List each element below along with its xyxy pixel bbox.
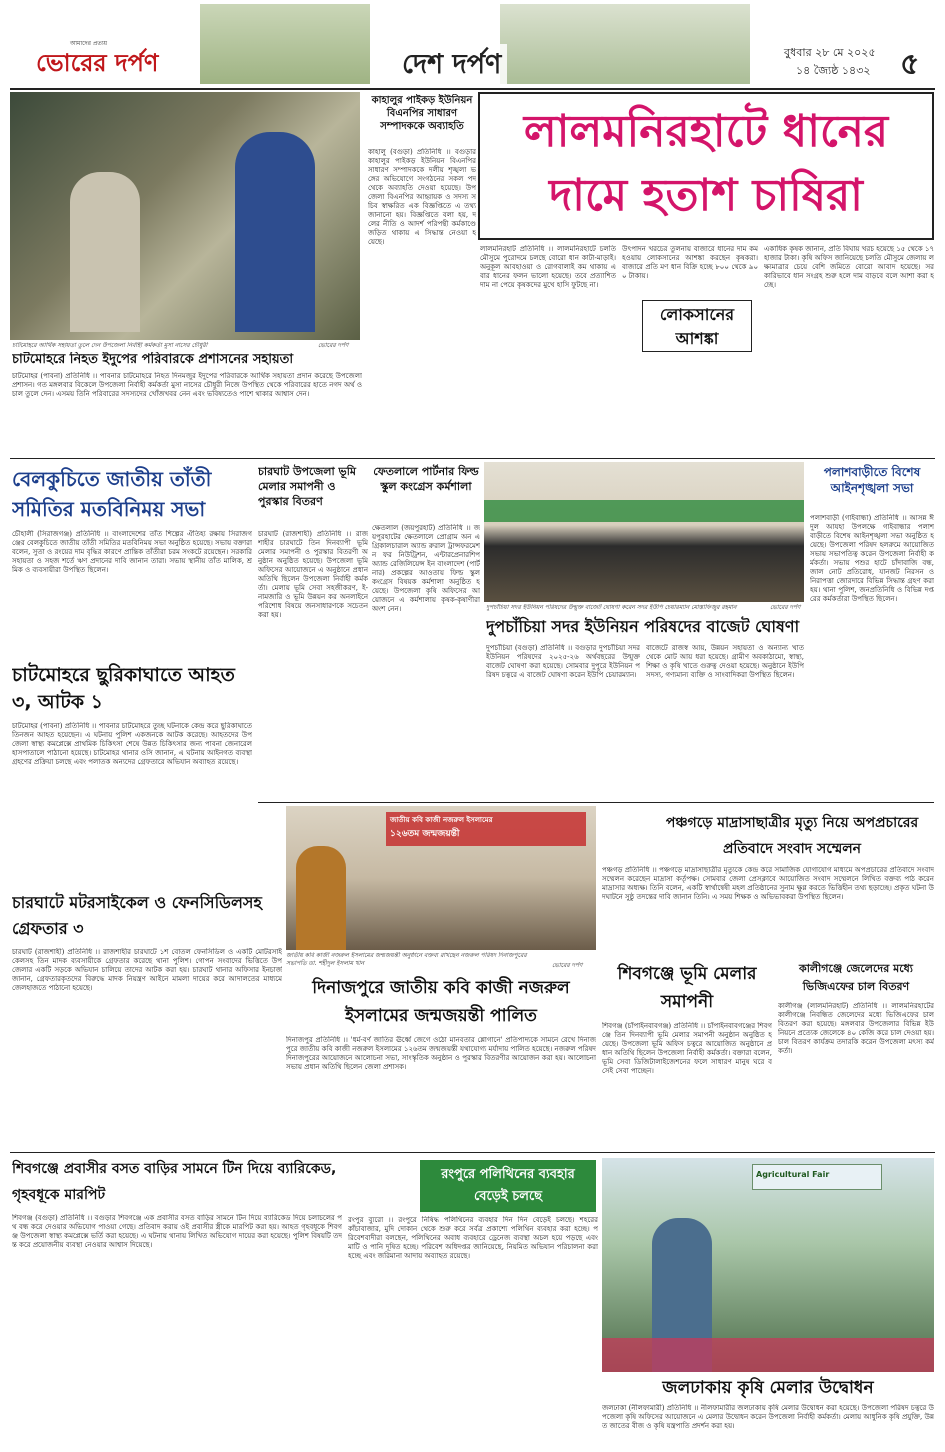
nazrul-banner-2: ১২৬তম জন্মজয়ন্তী: [390, 829, 460, 839]
lalmonirhat-subhead: লোকসানের আশঙ্কা: [642, 300, 752, 352]
row1-rule: [10, 458, 935, 459]
panchagarh-headline: পঞ্চগড়ে মাদ্রাসাছাত্রীর মৃত্যু নিয়ে অপপ্রচারের প্রতিবাদে সংবাদ সম্মেলন: [665, 815, 919, 857]
jaldhaka-headline: জলঢাকায় কৃষি মেলার উদ্বোধন: [662, 1378, 874, 1398]
shibganj-assault-headline: শিবগঞ্জে প্রবাসীর বসত বাড়ির সামনে টিন দিয়ে ব্যারিকেড, গৃহবধূকে মারপিট: [12, 1161, 337, 1203]
dupchanchia-photo: [484, 462, 804, 602]
nazrul-body: দিনাজপুর প্রতিনিধি ।। 'ধর্ম-বর্ণ জাতির ঊর্ধ্বে জেগে ওঠো মানবতার শ্লোগানে' প্রতিপাদ্যকে সামনে রেখে দিনাজপুরে জাতীয় কবি কাজী নজরুল ইসলামের ১২৬তম জন্মজয়ন্তী যথাযোগ্য মর্যাদায় পালিত হয়েছে। নজরুল পরিষদ দিনাজপুরের আয়োজনে আলোচনা সভা, সাংস্কৃতিক অনুষ্ঠান ও পুরস্কার বিতরণীর আয়োজন করা হয়। আলোচনা সভায় প্রধান অতিথি ছিলেন জেলা প্রশাসক।: [286, 1036, 596, 1071]
charghat-arrest-body: চারঘাট (রাজশাহী) প্রতিনিধি ।। রাজশাহীর চারঘাটে ১শ বোতল ফেনসিডিল ও একটি মোটরসাইকেলসহ তিন মাদক ব্যবসায়ীকে গ্রেফতার করেছে থানা পুলিশ। গোপন সংবাদের ভিত্তিতে উপজেলার একটি সড়কে অভিযান চালিয়ে তাদের আটক করা হয়। চারঘাট থানার অফিসার ইনচার্জ জানান, গ্রেফতারকৃতদের বিরুদ্ধে মাদক নিয়ন্ত্রণ আইনে মামলা দায়ের করে আদালতের মাধ্যমে জেলহাজতে পাঠানো হয়েছে।: [12, 948, 282, 992]
kahalu-body: কাহালু (বগুড়া) প্রতিনিধি ।। বগুড়ার কাহালুর পাইকড় ইউনিয়ন বিএনপির সাধারণ সম্পাদককে দলীয় শৃঙ্খলা ভঙ্গের অভিযোগে সংগঠনের সকল পদ থেকে অব্যাহতি দেওয়া হয়েছে। উপজেলা বিএনপির আহ্বায়ক ও সদস্য সচিব স্বাক্ষরিত এক বিজ্ঞপ্তিতে এ তথ্য জানানো হয়। বিজ্ঞপ্তিতে বলা হয়, দলের নীতি ও আদর্শ পরিপন্থী কর্মকাণ্ডে জড়িত থাকায় এ সিদ্ধান্ত নেওয়া হয়েছে।: [368, 148, 476, 246]
shibganj-fair-body: শিবগঞ্জ (চাঁপাইনবাবগঞ্জ) প্রতিনিধি ।। চাঁপাইনবাবগঞ্জের শিবগঞ্জে তিন দিনব্যাপী ভূমি মেলার সমাপনী অনুষ্ঠান অনুষ্ঠিত হয়েছে। উপজেলা ভূমি অফিস চত্বরে আয়োজিত অনুষ্ঠানে প্রধান অতিথি ছিলেন উপজেলা নির্বাহী কর্মকর্তা। বক্তারা বলেন, ভূমি সেবা ডিজিটালাইজেশনের ফলে সাধারণ মানুষ ঘরে বসেই সেবা পাচ্ছেন।: [602, 1022, 772, 1075]
rangpur-body: রংপুর ব্যুরো ।। রংপুরে নিষিদ্ধ পলিথিনের ব্যবহার দিন দিন বেড়েই চলছে। শহরের কাঁচাবাজার, মুদি দোকান থেকে শুরু করে সর্বত্র প্রকাশ্যে পলিথিন ব্যবহার করা হচ্ছে। পরিবেশবাদীরা বলছেন, পলিথিনের অবাধ ব্যবহারে ড্রেনেজ ব্যবস্থা অচল হয়ে পড়ছে এবং মাটি ও পানি দূষিত হচ্ছে। পরিবেশ অধিদপ্তর জানিয়েছে, নিয়মিত অভিযান পরিচালনা করা হচ্ছে এবং জরিমানা আদায় অব্যাহত রয়েছে।: [348, 1216, 598, 1260]
chatmohar-stab-headline: চাটমোহরে ছুরিকাঘাতে আহত ৩, আটক ১: [12, 664, 235, 713]
shibganj-assault-body: শিবগঞ্জ (বগুড়া) প্রতিনিধি ।। বগুড়ার শিবগঞ্জে এক প্রবাসীর বসত বাড়ির সামনে টিন দিয়ে ব্যারিকেড দিয়ে চলাচলের পথ বন্ধ করে দেওয়ার অভিযোগ পাওয়া গেছে। প্রতিবাদ করায় ওই প্রবাসীর স্ত্রীকে মারপিট করা হয়। আহত গৃহবধূকে শিবগঞ্জ উপজেলা স্বাস্থ্য কমপ্লেক্সে ভর্তি করা হয়েছে। এ ঘটনায় থানায় লিখিত অভিযোগ দায়ের করা হয়েছে। পুলিশ বিষয়টি তদন্ত করে প্রয়োজনীয় ব্যবস্থা নেওয়ার আশ্বাস দিয়েছে।: [12, 1214, 342, 1249]
panchagarh-body: পঞ্চগড় প্রতিনিধি ।। পঞ্চগড়ে মাদ্রাসাছাত্রীর মৃত্যুকে কেন্দ্র করে সামাজিক যোগাযোগ মাধ্যমে অপপ্রচারের প্রতিবাদে সংবাদ সম্মেলন করেছেন মাদ্রাসা কর্তৃপক্ষ। সোমবার জেলা প্রেসক্লাবে আয়োজিত সংবাদ সম্মেলনে লিখিত বক্তব্য পাঠ করেন মাদ্রাসার অধ্যক্ষ। তিনি বলেন, একটি স্বার্থান্বেষী মহল প্রতিষ্ঠানের সুনাম ক্ষুণ্ণ করতে ভিত্তিহীন তথ্য ছড়াচ্ছে। প্রকৃত ঘটনা উদঘাটনে সুষ্ঠু তদন্তের দাবি জানান তিনি। এ সময় শিক্ষক ও অভিভাবকরা উপস্থিত ছিলেন।: [602, 866, 934, 901]
kaliganj-vgf-body: কালীগঞ্জ (লালমনিরহাট) প্রতিনিধি ।। লালমনিরহাটের কালীগঞ্জে নিবন্ধিত জেলেদের মধ্যে ভিজিএফের চাল বিতরণ করা হয়েছে। মঙ্গলবার উপজেলার বিভিন্ন ইউনিয়নে প্রত্যেক জেলেকে ৪০ কেজি করে চাল দেওয়া হয়। চাল বিতরণ কার্যক্রম তদারকি করেন উপজেলা মৎস্য কর্মকর্তা।: [778, 1002, 934, 1055]
date-line-2: ১৪ জ্যৈষ্ঠ ১৪৩২: [796, 64, 871, 77]
belkuchi-headline: বেলকুচিতে জাতীয় তাঁতী সমিতির মতবিনিময় সভা: [12, 467, 212, 521]
dupchanchia-headline: দুপচাঁচিয়া সদর ইউনিয়ন পরিষদের বাজেট ঘোষণা: [486, 617, 800, 636]
date-line-1: বুধবার ২৮ মে ২০২৫: [784, 46, 876, 59]
chatmohar-help-headline: চাটমোহরে নিহত ইদুপের পরিবারকে প্রশাসনের সহায়তা: [12, 352, 294, 367]
dupchanchia-body-1: দুপচাঁচিয়া (বগুড়া) প্রতিনিধি ।। বগুড়ার দুপচাঁচিয়া সদর ইউনিয়ন পরিষদের ২০২৫-২৬ অর্থবছরের উন্মুক্ত বাজেট ঘোষণা করা হয়েছে। সোমবার দুপুরে ইউনিয়ন পরিষদ চত্বরে এ বাজেট ঘোষণা করেন ইউপি চেয়ারম্যান।: [486, 644, 640, 679]
fetkulganj-body: ক্ষেতলাল (জয়পুরহাট) প্রতিনিধি ।। জয়পুরহাটের ক্ষেতলালে প্রোগ্রাম অন এগ্রিকালচারাল অ্যান্ড রুরাল ট্রান্সফরমেশন ফর নিউট্রিশন, এন্টারপ্রেনারশিপ অ্যান্ড রেজিলিয়েন্স ইন বাংলাদেশ (পার্টনার) প্রকল্পের আওতায় ফিল্ড স্কুল কংগ্রেস বিষয়ক কর্মশালা অনুষ্ঠিত হয়েছে। উপজেলা কৃষি অফিসের আয়োজনে এ কর্মশালায় কৃষক-কৃষাণীরা অংশ নেন।: [372, 524, 480, 613]
chatmohar-help-credit: ভোরের দর্পণ: [318, 342, 349, 349]
charghat-fair-headline: চারঘাট উপজেলা ভূমি মেলার সমাপনী ও পুরস্কার বিতরণ: [258, 465, 356, 508]
lalmonirhat-body-2: উৎপাদন খরচের তুলনায় বাজারে ধানের দাম কম হওয়ায় লোকসানের আশঙ্কা করছেন কৃষকরা। বাজারে প্রতি মণ ধান বিক্রি হচ্ছে ৮০০ থেকে ৯০০ টাকায়।: [622, 245, 758, 280]
nazrul-caption: জাতীয় কবি কাজী নজরুল ইসলামের জন্মজয়ন্তী অনুষ্ঠানে বক্তব্য রাখছেন নজরুল পরিষদ দিনাজপুরের সভাপতি ডা. শহীদুল ইসলাম খান: [286, 952, 527, 967]
masthead-field-image-right: [500, 4, 750, 84]
chatmohar-help-caption: চাটমোহরে আর্থিক সহায়তা তুলে দেন উপজেলা নির্বাহী কর্মকর্তা মুসা নাসের চৌধুরী: [12, 342, 208, 349]
nazrul-credit: ভোরের দর্পণ: [552, 962, 583, 969]
dupchanchia-body-2: বাজেটে রাজস্ব আয়, উন্নয়ন সহায়তা ও অন্যান্য খাত থেকে মোট আয় ধরা হয়েছে। গ্রামীণ অবকাঠামো, স্বাস্থ্য, শিক্ষা ও কৃষি খাতে গুরুত্ব দেওয়া হয়েছে। অনুষ্ঠানে ইউপি সদস্য, গণ্যমান্য ব্যক্তি ও সাংবাদিকরা উপস্থিত ছিলেন।: [646, 644, 804, 679]
masthead-field-image: [200, 4, 370, 84]
chatmohar-stab-body: চাটমোহর (পাবনা) প্রতিনিধি ।। পাবনার চাটমোহরে তুচ্ছ ঘটনাকে কেন্দ্র করে ছুরিকাঘাতে তিনজন আহত হয়েছেন। এ ঘটনায় পুলিশ একজনকে আটক করেছে। আহতদের উপজেলা স্বাস্থ্য কমপ্লেক্সে প্রাথমিক চিকিৎসা শেষে উন্নত চিকিৎসার জন্য পাবনা জেনারেল হাসপাতালে পাঠানো হয়েছে। চাটমোহর থানার ওসি জানান, এ ঘটনায় আইনগত ব্যবস্থা গ্রহণের প্রক্রিয়া চলছে এবং পলাতক অন্যদের গ্রেফতারে অভিযান অব্যাহত রয়েছে।: [12, 722, 252, 766]
masthead: [0, 0, 945, 88]
nazrul-headline: দিনাজপুরে জাতীয় কবি কাজী নজরুল ইসলামের জন্মজয়ন্তী পালিত: [312, 978, 570, 1026]
palashbari-body: পলাশবাড়ী (গাইবান্ধা) প্রতিনিধি ।। আসন্ন ঈদুল আযহা উপলক্ষে গাইবান্ধার পলাশবাড়ীতে বিশেষ আইনশৃঙ্খলা সভা অনুষ্ঠিত হয়েছে। উপজেলা পরিষদ হলরুমে আয়োজিত সভায় সভাপতিত্ব করেন উপজেলা নির্বাহী কর্মকর্তা। সভায় পশুর হাটে চাঁদাবাজি বন্ধ, জাল নোট প্রতিরোধ, যানজট নিরসন ও নিরাপত্তা জোরদারে বিভিন্ন সিদ্ধান্ত গ্রহণ করা হয়। থানা পুলিশ, জনপ্রতিনিধি ও বিভিন্ন দপ্তরের কর্মকর্তারা উপস্থিত ছিলেন।: [810, 514, 934, 603]
lalmonirhat-body-1: লালমনিরহাট প্রতিনিধি ।। লালমনিরহাটে চলতি মৌসুমে পুরোদমে চলছে বোরো ধান কাটা-মাড়াই। অনুকূল আবহাওয়া ও রোগবালাই কম থাকায় এবার ধানের ফলন ভালো হয়েছে। তবে প্রত্যাশিত দাম না পেয়ে কৃষকদের মুখে হাসি ফুটছে না।: [480, 245, 616, 289]
dupchanchia-caption: দুপচাঁচিয়া সদর ইউনিয়ন পরিষদের উন্মুক্ত বাজেট ঘোষণা করেন সদর ইউপি চেয়ারম্যান মোস্তাফিজুর রহমান: [486, 604, 737, 611]
palashbari-headline: পলাশবাড়ীতে বিশেষ আইনশৃঙ্খলা সভা: [823, 465, 921, 495]
jaldhaka-photo: [602, 1158, 934, 1372]
section-title: দেশ দর্পণ: [396, 44, 507, 89]
jaldhaka-body: জলঢাকা (নীলফামারী) প্রতিনিধি ।। নীলফামারীর জলঢাকায় কৃষি মেলার উদ্বোধন করা হয়েছে। উপজেলা পরিষদ চত্বরে উপজেলা কৃষি অফিসের আয়োজনে এ মেলার উদ্বোধন করেন উপজেলা নির্বাহী কর্মকর্তা। মেলায় আধুনিক কৃষি প্রযুক্তি, উন্নত জাতের বীজ ও কৃষি যন্ত্রপাতি প্রদর্শন করা হয়।: [602, 1404, 934, 1430]
logo-tagline: আমাদের প্রত্যয়: [70, 40, 108, 47]
charghat-arrest-headline: চারঘাটে মটরসাইকেল ও ফেনসিডিলসহ গ্রেফতার ৩: [12, 893, 262, 938]
nazrul-banner-1: জাতীয় কবি কাজী নজরুল ইসলামের: [390, 815, 493, 824]
charghat-fair-body: চারঘাট (রাজশাহী) প্রতিনিধি ।। রাজশাহীর চারঘাটে তিন দিনব্যাপী ভূমি মেলার সমাপনী ও পুরস্কার বিতরণী অনুষ্ঠান অনুষ্ঠিত হয়েছে। উপজেলা ভূমি অফিসের আয়োজনে এ অনুষ্ঠানে প্রধান অতিথি ছিলেন উপজেলা নির্বাহী কর্মকর্তা। মেলায় ভূমি সেবা সহজীকরণ, ই-নামজারি ও ভূমি উন্নয়ন কর অনলাইনে পরিশোধ বিষয়ে জনসাধারণকে সচেতন করা হয়।: [258, 530, 368, 619]
jaldhaka-banner: Agricultural Fair: [756, 1170, 830, 1179]
dupchanchia-credit: ভোরের দর্পণ: [770, 604, 801, 611]
fetkulganj-headline: ফেতলালে পার্টনার ফিল্ড স্কুল কংগ্রেস কর্মশালা: [373, 465, 479, 493]
kaliganj-vgf-headline: কালীগঞ্জে জেলেদের মধ্যে ভিজিএফের চাল বিতরণ: [799, 962, 913, 993]
lalmonirhat-headline: লালমনিরহাটে ধানের দামে হতাশ চাষিরা: [523, 106, 889, 221]
nazrul-photo: [286, 806, 596, 950]
belkuchi-body: চৌহালী (সিরাজগঞ্জ) প্রতিনিধি ।। বাংলাদেশের তাঁত শিল্পের ঐতিহ্য রক্ষায় সিরাজগঞ্জের বেলকুচিতে জাতীয় তাঁতী সমিতির মতবিনিময় সভা অনুষ্ঠিত হয়েছে। সভায় বক্তারা বলেন, সুতা ও রংয়ের দাম বৃদ্ধির কারণে প্রান্তিক তাঁতীরা চরম সংকটে রয়েছেন। সরকারি সহায়তা ও সহজ শর্তে ঋণ প্রদানের দাবি জানান তারা। সভায় স্থানীয় তাঁত মালিক, শ্রমিক ও ব্যবসায়ীরা উপস্থিত ছিলেন।: [12, 530, 252, 574]
page-number: ৫: [900, 47, 920, 82]
shibganj-fair-headline: শিবগঞ্জে ভূমি মেলার সমাপনী: [617, 964, 757, 1012]
row3-rule: [10, 1152, 935, 1153]
masthead-rule: [10, 88, 935, 90]
chatmohar-help-body: চাটমোহর (পাবনা) প্রতিনিধি ।। পাবনার চাটমোহরে নিহত দিনমজুর ইদুপের পরিবারকে আর্থিক সহায়তা প্রদান করেছে উপজেলা প্রশাসন। গত মঙ্গলবার বিকেলে উপজেলা নির্বাহী কর্মকর্তা মুসা নাসের চৌধুরী নিজে উপস্থিত থেকে পরিবারের হাতে নগদ অর্থ ও চাল তুলে দেন। এসময় তিনি পরিবারের সদস্যদের খোঁজখবর নেন এবং ভবিষ্যতেও পাশে থাকার আশ্বাস দেন।: [12, 372, 362, 398]
newspaper-logo: ভোরের দর্পণ: [36, 49, 159, 77]
kahalu-headline: কাহালুর পাইকড় ইউনিয়ন বিএনপির সাধারণ সম্পাদককে অব্যাহতি: [371, 95, 473, 132]
rangpur-headline: রংপুরে পলিথিনের ব্যবহার বেড়েই চলছে: [441, 1167, 575, 1204]
row2-rule: [258, 802, 934, 803]
chatmohar-help-photo: [10, 92, 360, 340]
lalmonirhat-body-3: একাধিক কৃষক জানান, প্রতি বিঘায় খরচ হয়েছে ১৫ থেকে ১৭ হাজার টাকা। কৃষি অফিস জানিয়েছে চলতি মৌসুমে জেলায় লক্ষ্যমাত্রার চেয়ে বেশি জমিতে বোরো আবাদ হয়েছে। সরকারিভাবে ধান সংগ্রহ শুরু হলে দাম বাড়বে বলে আশা করা হচ্ছে।: [764, 245, 934, 289]
